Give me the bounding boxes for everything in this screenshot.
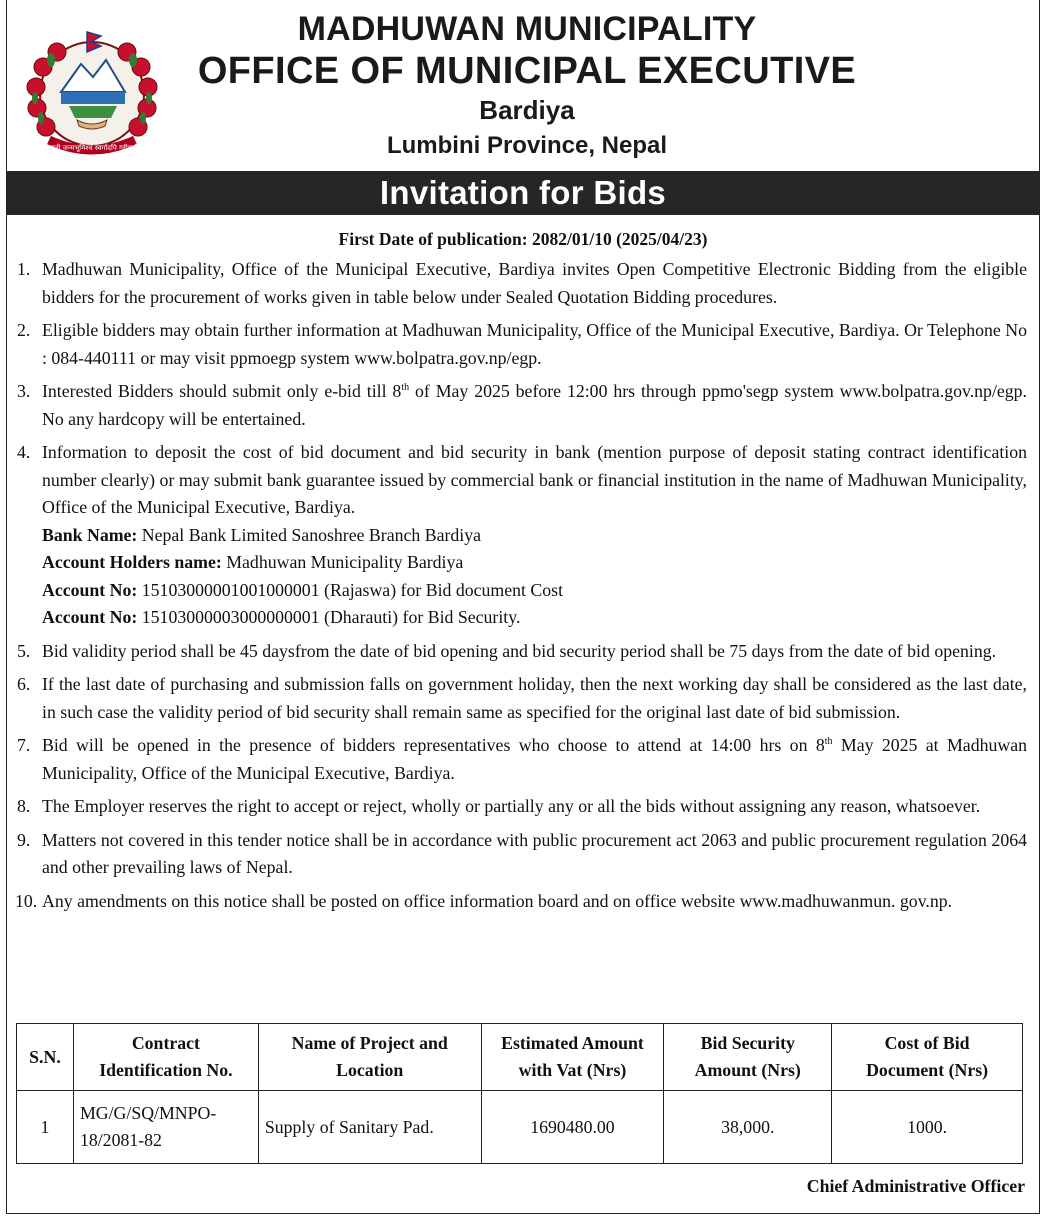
clause-number: 7.: [17, 735, 31, 755]
clause-9: [17, 827, 1027, 882]
svg-text:जननी जन्मभूमिश्च स्वर्गादपि गर: जननी जन्मभूमिश्च स्वर्गादपि गरीयसी: [45, 144, 139, 152]
cell-estimated-amount: 1690480.00: [481, 1091, 664, 1164]
municipality-name: MADHUWAN MUNICIPALITY: [297, 10, 757, 48]
clause-text: If the last date of purchasing and submission falls on government holiday, then the next working day shall be considered as the last date, in such case the validity period of bid security shall remain same as specified for the original last date of bid submission.: [42, 674, 1027, 722]
clause-text: Matters not covered in this tender notice shall be in accordance with public procurement act 2063 and public procurement regulation 2064 and other prevailing laws of Nepal.: [42, 829, 1027, 877]
district-name: Bardiya: [479, 95, 575, 125]
clause-8: [17, 793, 1027, 821]
clause-5: [17, 638, 1027, 666]
header-sn: S.N.: [17, 1024, 74, 1091]
clause-3: [17, 378, 1027, 433]
notice-page: [6, 0, 1040, 1214]
table-row: [17, 1091, 1023, 1164]
clause-number: 1.: [17, 259, 31, 279]
clause-text: Eligible bidders may obtain further information at Madhuwan Municipality, Office of the Municipal Executive, Bardiya. Or Telephone No : 084-440111 or may visit ppmoegp system www.bolpatra.gov.np/egp.: [42, 320, 1027, 368]
clause-number: 5.: [17, 640, 31, 661]
bank-name-line: Bank Name: Nepal Bank Limited Sanoshree Branch Bardiya: [42, 524, 482, 545]
notice-title-banner: Invitation for Bids: [7, 171, 1039, 215]
clause-number: 10.: [15, 890, 38, 911]
clause-10: [17, 888, 1027, 916]
cell-contract-id: MG/G/SQ/MNPO- 18/2081-82: [73, 1091, 258, 1164]
signatory-title: Chief Administrative Officer: [806, 1176, 1025, 1196]
clause-text: Bid validity period shall be 45 daysfrom the date of bid opening and bid security period shall be 75 days from the date of bid opening.: [42, 640, 997, 661]
cell-sn: 1: [17, 1091, 74, 1164]
publication-date: First Date of publication: 2082/01/10 (2025/04/23): [338, 229, 708, 249]
clause-text: Madhuwan Municipality, Office of the Municipal Executive, Bardiya invites Open Competitive Electronic Bidding from the eligible bidders for the procurement of works given in table below under Sealed Quotation Bidding procedures.: [42, 259, 1027, 307]
clause-number: 3.: [17, 381, 31, 401]
header-estimated-amount: Estimated Amount with Vat (Nrs): [481, 1024, 664, 1091]
cell-project: Supply of Sanitary Pad.: [258, 1091, 481, 1164]
clause-number: 2.: [17, 320, 31, 340]
clause-1: [17, 256, 1027, 311]
clause-6: [17, 671, 1027, 726]
notice-header: [7, 0, 1039, 170]
clause-4: [17, 439, 1027, 632]
clause-text: Interested Bidders should submit only e-bid till 8th of May 2025 before 12:00 hrs through ppmo'segp system www.bolpatra.gov.np/egp. No any hardcopy will be entertained.: [42, 381, 1028, 429]
clause-number: 9.: [17, 829, 31, 850]
office-name: OFFICE OF MUNICIPAL EXECUTIVE: [197, 50, 857, 92]
cell-cost-of-bid: 1000.: [832, 1091, 1023, 1164]
cell-bid-security: 38,000.: [664, 1091, 832, 1164]
account-holder-line: Account Holders name: Madhuwan Municipality Bardiya: [42, 552, 464, 572]
clause-text: Information to deposit the cost of bid document and bid security in bank (mention purpose of deposit stating contract identification number clearly) or may submit bank guarantee issued by commercial bank or financial institution in the name of Madhuwan Municipality, Office of the Municipal Executive, Bardiya.: [42, 442, 1027, 517]
header-cost-of-bid: Cost of Bid Document (Nrs): [832, 1024, 1023, 1091]
clause-number: 6.: [17, 674, 31, 694]
table-header-row: [17, 1024, 1023, 1091]
header-project: Name of Project and Location: [258, 1024, 481, 1091]
header-bid-security: Bid Security Amount (Nrs): [664, 1024, 832, 1091]
header-contract-id: Contract Identification No.: [73, 1024, 258, 1091]
bid-items-table: [16, 1023, 1023, 1164]
clause-number: 8.: [17, 796, 31, 816]
account-number-line: Account No: 15103000003000000001 (Dharauti) for Bid Security.: [42, 607, 521, 627]
clause-text: The Employer reserves the right to accept or reject, wholly or partially any or all the bids without assigning any reason, whatsoever.: [42, 796, 981, 816]
province-name: Lumbini Province, Nepal: [386, 132, 668, 159]
clause-text: Any amendments on this notice shall be posted on office information board and on office website www.madhuwanmun. gov.np.: [42, 890, 953, 911]
account-number-line: Account No: 15103000001001000001 (Rajaswa) for Bid document Cost: [42, 579, 564, 600]
clause-2: [17, 317, 1027, 372]
clause-number: 4.: [17, 442, 31, 462]
clause-7: [17, 732, 1027, 787]
clause-text: Bid will be opened in the presence of bidders representatives who choose to attend at 14:00 hrs on 8th May 2025 at Madhuwan Municipality, Office of the Municipal Executive, Bardiya.: [42, 735, 1027, 783]
notice-clauses: [17, 256, 1027, 921]
